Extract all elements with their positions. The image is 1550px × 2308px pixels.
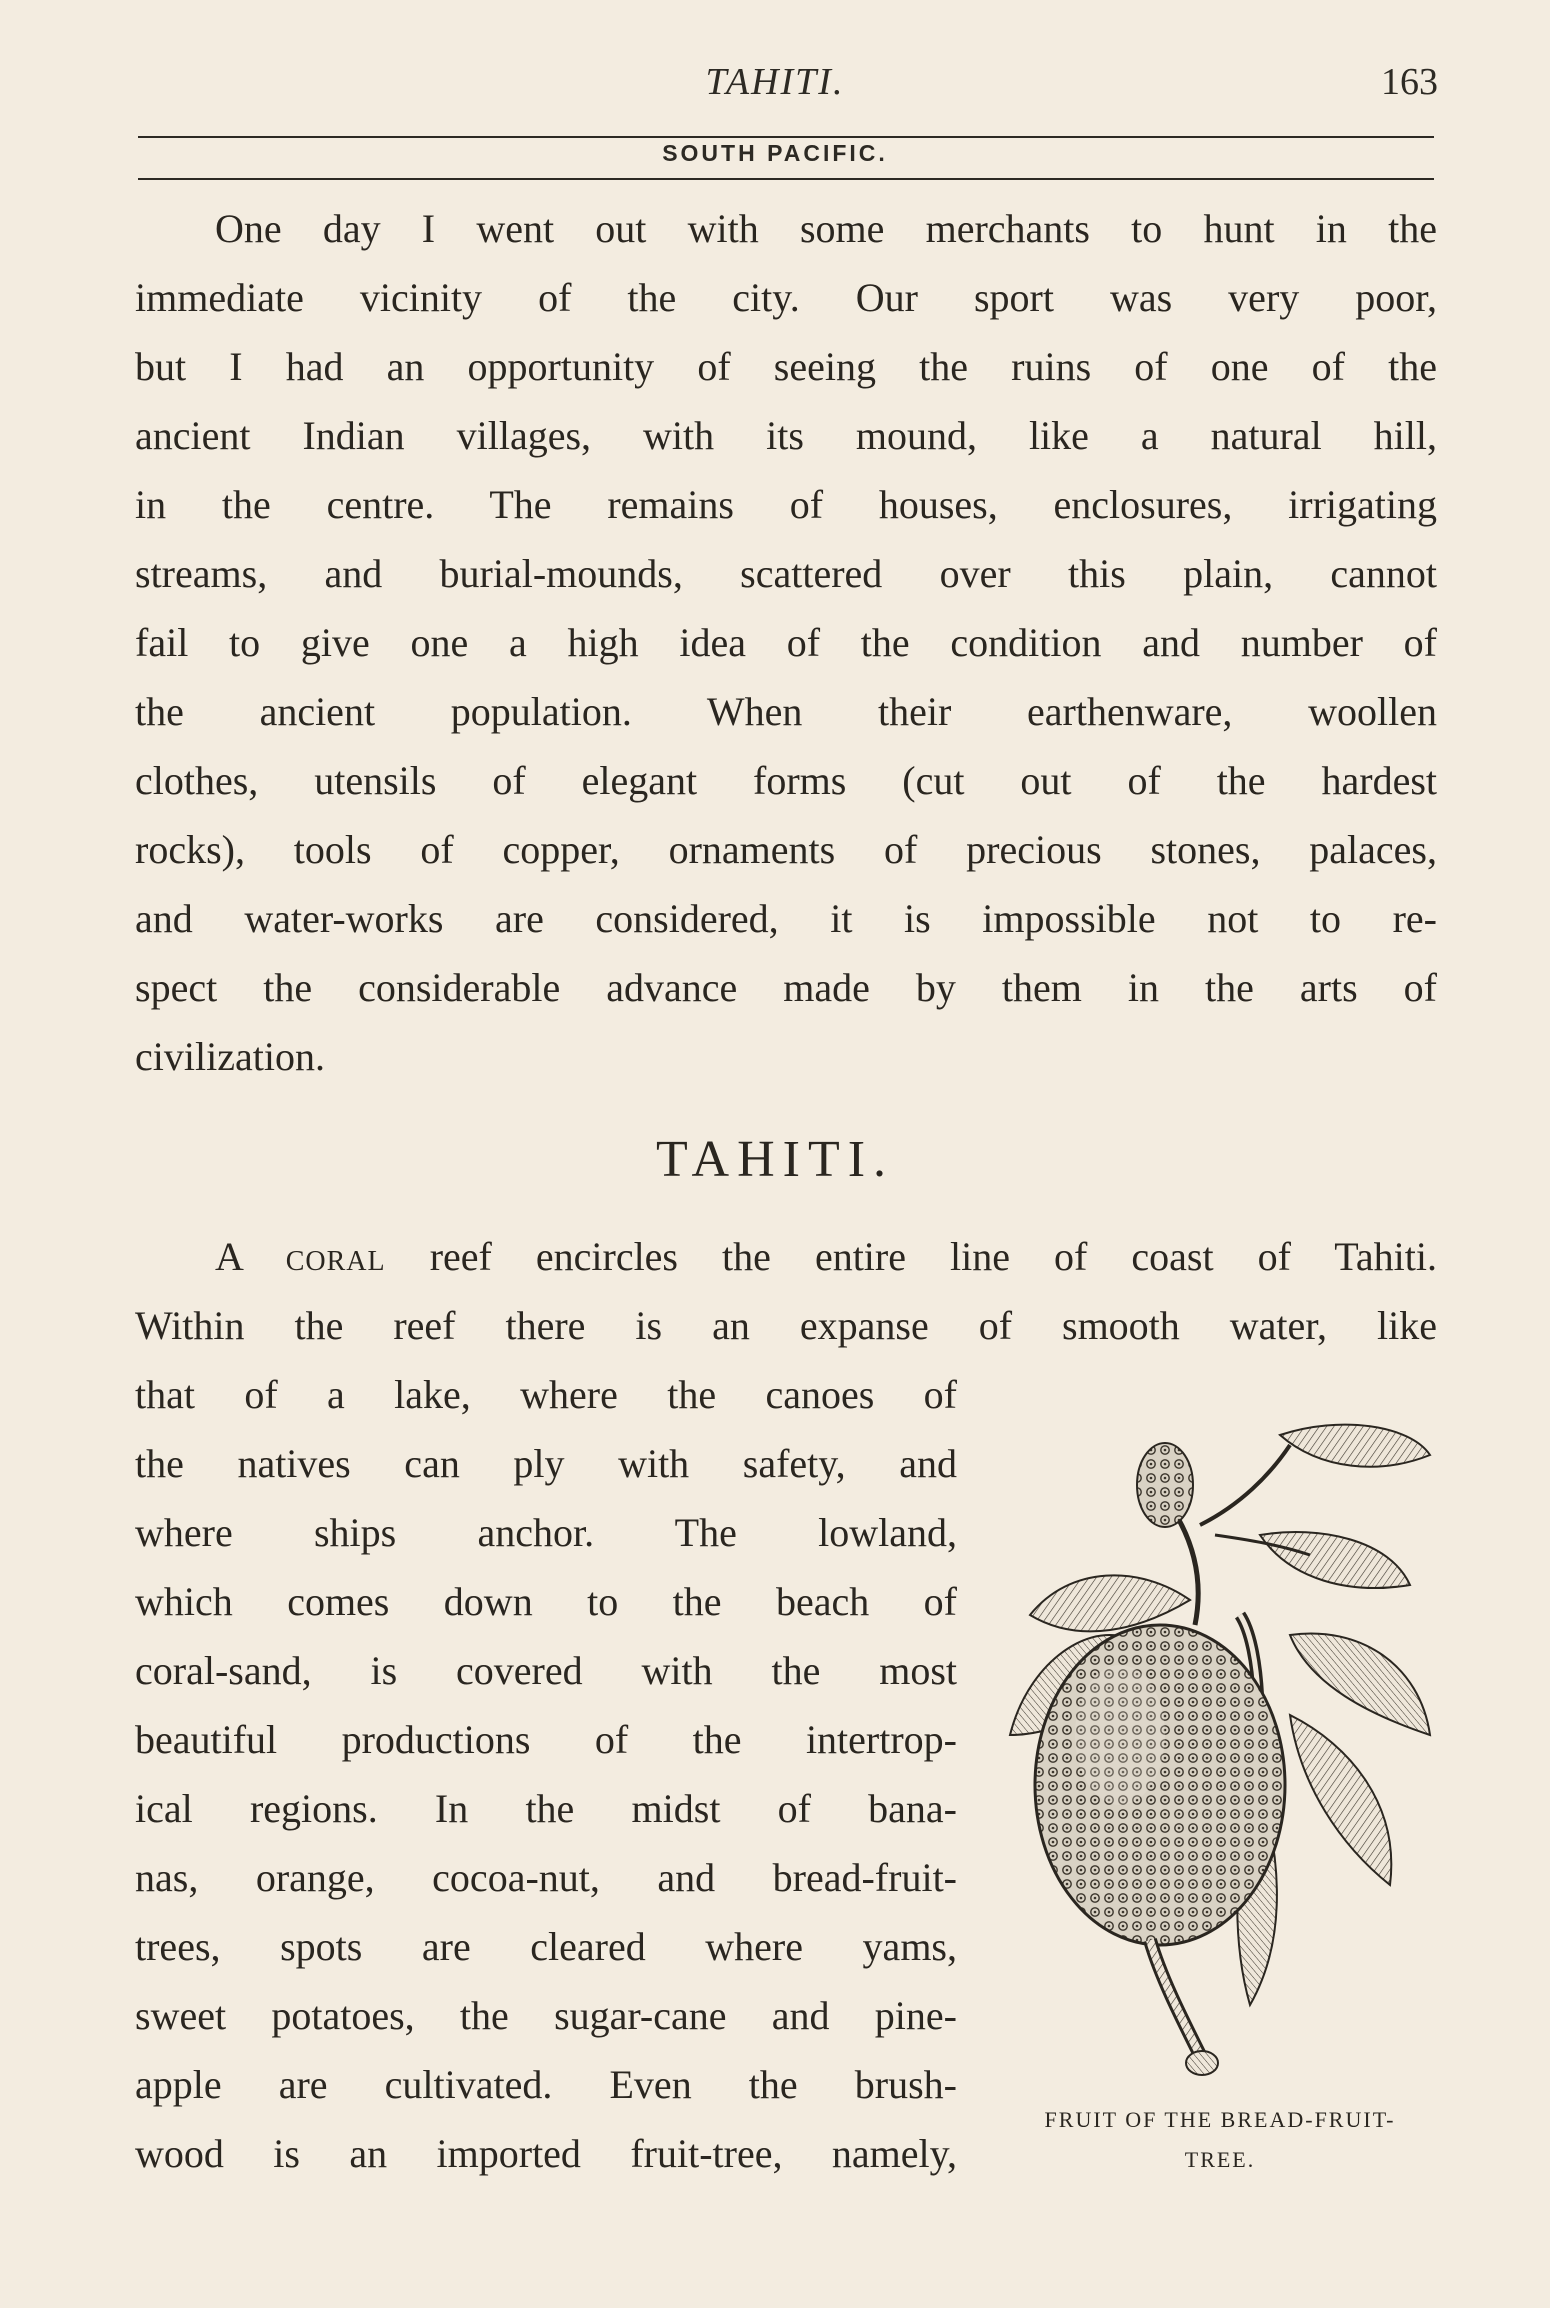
text-line: sweet potatoes, the sugar-cane and pine-: [135, 1993, 957, 2038]
text-line: Within the reef there is an expanse of smooth water, like: [135, 1303, 1437, 1348]
text-line: nas, orange, cocoa-nut, and bread-fruit-: [135, 1855, 957, 1900]
text-line: where ships anchor. The lowland,: [135, 1510, 957, 1555]
text-line: rocks), tools of copper, ornaments of precious stones, palaces,: [135, 827, 1437, 872]
text-line: immediate vicinity of the city. Our sport was very poor,: [135, 275, 1437, 320]
text-line: trees, spots are cleared where yams,: [135, 1924, 957, 1969]
section-label: SOUTH PACIFIC.: [662, 140, 888, 166]
page-number: 163: [1381, 61, 1438, 103]
caption-line: FRUIT OF THE BREAD-FRUIT-: [1044, 2107, 1396, 2132]
second-paragraph-continued: [135, 1360, 957, 2188]
text-line: spect the considerable advance made by them in the arts of: [135, 965, 1437, 1010]
text-line: that of a lake, where the canoes of: [135, 1372, 957, 1417]
text-line: beautiful productions of the intertrop-: [135, 1717, 957, 1762]
text-line: One day I went out with some merchants to hunt in the: [215, 206, 1437, 251]
second-paragraph: [135, 1222, 1437, 1360]
running-title: TAHITI.: [705, 61, 845, 103]
text-line: streams, and burial-mounds, scattered over this plain, cannot: [135, 551, 1437, 596]
text-line: wood is an imported fruit-tree, namely,: [135, 2131, 957, 2176]
text-line: civilization.: [135, 1034, 325, 1079]
text-line: apple are cultivated. Even the brush-: [135, 2062, 957, 2107]
text-line: the natives can ply with safety, and: [135, 1441, 957, 1486]
text-line: which comes down to the beach of: [135, 1579, 957, 1624]
header-rule-bottom: [138, 178, 1434, 180]
first-paragraph: [135, 194, 1437, 1091]
text-line: ical regions. In the midst of bana-: [135, 1786, 957, 1831]
text-line: clothes, utensils of elegant forms (cut out of the hardest: [135, 758, 1437, 803]
text-line-opening: [135, 1222, 1437, 1291]
opening-smallcaps: coral: [285, 1234, 386, 1279]
caption-line: TREE.: [1184, 2147, 1256, 2172]
text-line: in the centre. The remains of houses, enclosures, irrigating: [135, 482, 1437, 527]
text-line: coral-sand, is covered with the most: [135, 1648, 957, 1693]
text-line: fail to give one a high idea of the condition and number of: [135, 620, 1437, 665]
text-line: but I had an opportunity of seeing the ruins of one of the: [135, 344, 1437, 389]
bread-fruit-illustration: [990, 1415, 1450, 2115]
chapter-heading: TAHITI.: [655, 1131, 895, 1188]
header-rule-top: [138, 136, 1434, 138]
bread-fruit-icon: [990, 1415, 1450, 2095]
text-line: ancient Indian villages, with its mound, like a natural hill,: [135, 413, 1437, 458]
opening-rest: reef encircles the entire line of coast of Tahiti.: [429, 1234, 1438, 1279]
opening-word: A: [215, 1234, 242, 1279]
text-line: the ancient population. When their earthenware, woollen: [135, 689, 1437, 734]
text-line: and water-works are considered, it is impossible not to re-: [135, 896, 1437, 941]
figure-caption: [990, 2100, 1450, 2180]
